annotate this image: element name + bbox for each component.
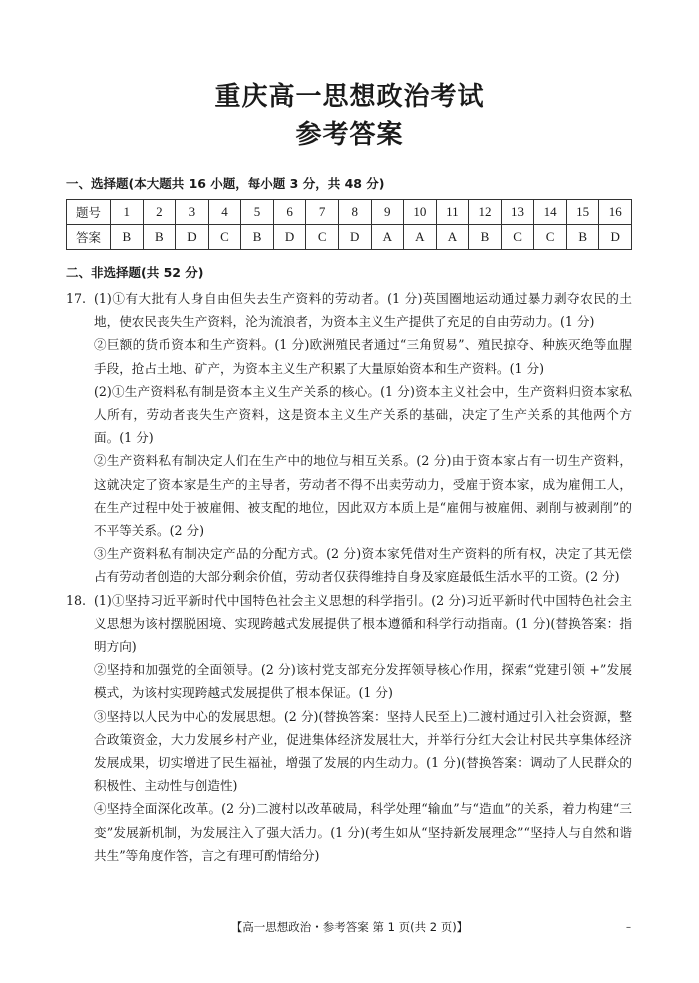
row-label-answer: 答案 — [67, 225, 111, 250]
table-cell: C — [534, 225, 567, 250]
table-cell: 14 — [534, 200, 567, 225]
answer-paragraph: (1)①有大批有人身自由但失去生产资料的劳动者。(1 分)英国圈地运动通过暴力剥夺农民的土地，使农民丧失生产资料，沦为流浪者，为资本主义生产提供了充足的自由劳动力。(1 分) — [94, 291, 632, 330]
question-number: 18. — [66, 592, 87, 608]
table-cell: D — [599, 225, 632, 250]
table-cell: D — [176, 225, 209, 250]
table-cell: C — [208, 225, 241, 250]
table-cell: 5 — [241, 200, 274, 225]
table-cell: B — [143, 225, 176, 250]
table-cell: 11 — [436, 200, 469, 225]
table-cell: B — [566, 225, 599, 250]
answer-paragraph: ②坚持和加强党的全面领导。(2 分)该村党支部充分发挥领导核心作用，探索“党建引领 +”发展模式，为该村实现跨越式发展提供了根本保证。(1 分) — [94, 662, 632, 701]
question-18 — [66, 589, 632, 867]
table-cell: A — [371, 225, 404, 250]
table-cell: D — [273, 225, 306, 250]
table-cell: D — [338, 225, 371, 250]
answer-paragraph: ④坚持全面深化改革。(2 分)二渡村以改革破局，科学处理“输血”与“造血”的关系，着力构建“三变”发展新机制，为发展注入了强大活力。(1 分)(考生如从“坚持新发展理念”“坚持人与自然和谐共生”等角度作答，言之有理可酌情给分) — [94, 801, 632, 863]
table-cell: 7 — [306, 200, 339, 225]
page-footer: 【高一思想政治・参考答案 第 1 页(共 2 页)】 — [230, 920, 469, 934]
table-cell: 15 — [566, 200, 599, 225]
answer-paragraph: (2)①生产资料私有制是资本主义生产关系的核心。(1 分)资本主义社会中，生产资料归资本家私人所有，劳动者丧失生产资料，这是资本主义生产关系的基础，决定了生产关系的其他两个方面。(1 分) — [94, 383, 632, 446]
table-row-answers — [67, 225, 632, 250]
table-cell: C — [306, 225, 339, 250]
answer-paragraph: ③坚持以人民为中心的发展思想。(2 分)(替换答案：坚持人民至上)二渡村通过引入社会资源，整合政策资金，大力发展乡村产业，促进集体经济发展壮大，并举行分红大会让村民共享集体经济发展成果，切实增进了民生福祉，增强了发展的内生动力。(1 分)(替换答案：调动了人民群众的积极性、主动性与创造性) — [94, 708, 632, 794]
answer-paragraph: (1)①坚持习近平新时代中国特色社会主义思想的科学指引。(2 分)习近平新时代中国特色社会主义思想为该村摆脱困境、实现跨越式发展提供了根本遵循和科学行动指南。(1 分)(替换答案：指明方向) — [94, 592, 632, 655]
answer-paragraph: ②巨额的货币资本和生产资料。(1 分)欧洲殖民者通过“三角贸易”、殖民掠夺、种族灭绝等血腥手段，抢占土地、矿产，为资本主义生产积累了大量原始资本和生产资料。(1 分) — [94, 337, 632, 376]
table-cell: A — [436, 225, 469, 250]
table-cell: 13 — [501, 200, 534, 225]
table-cell: 8 — [338, 200, 371, 225]
table-cell: B — [241, 225, 274, 250]
table-cell: 1 — [111, 200, 144, 225]
answer-paragraph: ②生产资料私有制决定人们在生产中的地位与相互关系。(2 分)由于资本家占有一切生产资料，这就决定了资本家是生产的主导者，劳动者不得不出卖劳动力，受雇于资本家，成为雇佣工人，在生产过程中处于被雇佣、被支配的地位，因此双方本质上是“雇佣与被雇佣、剥削与被剥削”的不平等关系。(2 分) — [94, 453, 632, 539]
question-number: 17. — [66, 291, 87, 306]
table-cell: A — [404, 225, 437, 250]
table-cell: 6 — [273, 200, 306, 225]
table-cell: 2 — [143, 200, 176, 225]
table-cell: 16 — [599, 200, 632, 225]
table-cell: 9 — [371, 200, 404, 225]
section1-heading: 一、选择题(本大题共 16 小题，每小题 3 分，共 48 分) — [66, 176, 385, 191]
page-subtitle: 参考答案 — [295, 120, 404, 150]
table-cell: C — [501, 225, 534, 250]
table-cell: 3 — [176, 200, 209, 225]
answer-table — [66, 199, 632, 250]
table-row-numbers — [67, 200, 632, 225]
section2-heading: 二、非选择题(共 52 分) — [66, 265, 204, 280]
table-cell: 12 — [469, 200, 502, 225]
table-cell: 10 — [404, 200, 437, 225]
answers-body — [66, 287, 632, 867]
question-17 — [66, 287, 632, 589]
page-title: 重庆高一思想政治考试 — [214, 82, 485, 112]
table-cell: B — [469, 225, 502, 250]
table-cell: 4 — [208, 200, 241, 225]
table-cell: B — [111, 225, 144, 250]
answer-paragraph: ③生产资料私有制决定产品的分配方式。(2 分)资本家凭借对生产资料的所有权，决定了其无偿占有劳动者创造的大部分剩余价值，劳动者仅获得维持自身及家庭最低生活水平的工资。(2 分) — [94, 546, 632, 585]
footer-mark: – — [626, 922, 631, 933]
row-label-number: 题号 — [67, 200, 111, 225]
